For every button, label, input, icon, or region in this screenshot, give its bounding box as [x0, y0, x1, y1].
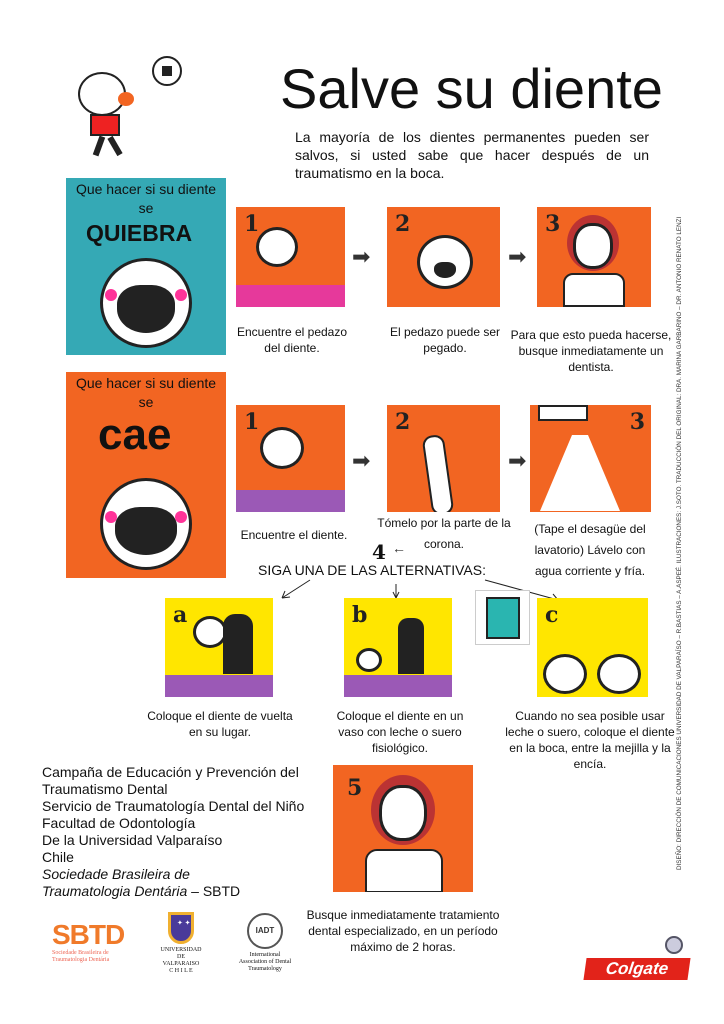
sbtd-logo: SBTD Sociedade Brasileira de Traumatologia Dentária [52, 919, 125, 963]
quiebra-step-2-image: 2 [387, 207, 500, 307]
cae-heading: cae [98, 410, 172, 459]
credits [42, 764, 304, 900]
vertical-credits: DISEÑO: DIRECCIÓN DE COMUNICACIONES UNIVERSIDAD DE VALPARAÍSO – R.BASTIAS – A.ASPEÉ. ILUSTRACIONES: J.SOTO. TRADUCCIÓN DEL ORIGINAL: DRA. MARINA GARBARINO – DR. ANTONIO RENATO LENZI [676, 216, 683, 870]
alternatives-heading: SIGA UNA DE LAS ALTERNATIVAS: [258, 562, 486, 578]
arrow-left-icon: ← [392, 540, 406, 556]
credit-line: Servicio de Traumatología Dental del Niño [42, 798, 305, 814]
cae-label: Que hacer si su diente se [75, 375, 217, 410]
quiebra-label: Que hacer si su diente se [75, 181, 217, 216]
alternative-b-caption: Coloque el diente en un vaso con leche o suero fisiológico. [336, 709, 464, 755]
intro-text: La mayoría de los dientes permanentes pueden ser salvos, si usted sabe que hacer después de un traumatismo en la boca. [295, 129, 649, 181]
alternative-b-image: b [344, 598, 452, 697]
cae-step-2-image: 2 [387, 405, 500, 512]
alternative-a-caption: Coloque el diente de vuelta en su lugar. [147, 709, 293, 739]
iadt-logo: IADT International Association of Dental Traumatology [235, 913, 295, 973]
arrow-right-icon: ➡ [508, 448, 527, 473]
step-5-caption: Busque inmediatamente tratamiento dental especializado, en un período máximo de 2 horas. [306, 908, 500, 954]
glass-of-milk-inset [475, 590, 530, 645]
credit-line: Campaña de Educación y Prevención del [42, 764, 299, 780]
alternative-c-image: c [537, 598, 648, 697]
step-5-image: 5 [333, 765, 473, 892]
page-title: Salve su diente [280, 57, 663, 120]
credit-line: Sociedade Brasileira de [42, 866, 190, 882]
soccer-ball-icon [152, 56, 182, 86]
step-4-number: 4 [372, 540, 386, 564]
quiebra-panel [66, 178, 226, 355]
credit-line: Facultad de Odontología [42, 815, 196, 831]
alternative-c-caption: Cuando no sea posible usar leche o suero, coloque el diente en la boca, entre la mejilla y la encía. [505, 709, 675, 771]
credit-line: Traumatismo Dental [42, 781, 168, 797]
quiebra-step-3-image: 3 [537, 207, 651, 307]
cae-step-1-caption: Encuentre el diente. [240, 528, 348, 542]
cae-panel [66, 372, 226, 578]
alternative-a-image: a [165, 598, 273, 697]
quiebra-step-2-caption: El pedazo puede ser pegado. [389, 325, 501, 355]
credit-line: Traumatologia Dentária – SBTD [42, 883, 241, 899]
universidad-valparaiso-logo: ✦ ✦ UNIVERSIDAD DE VALPARAISO C H I L E [150, 912, 212, 975]
quiebra-step-3-caption: Para que esto pueda hacerse, busque inmediatamente un dentista. [510, 328, 672, 374]
cae-step-3-caption: (Tape el desagüe del lavatorio) Lávelo con agua corriente y fría. [534, 522, 646, 578]
credit-line: Chile [42, 849, 74, 865]
quiebra-step-1-caption: Encuentre el pedazo del diente. [236, 325, 348, 355]
quiebra-heading: QUIEBRA [86, 220, 193, 246]
quiebra-step-1-image: 1 [236, 207, 345, 307]
colgate-logo: Colgate [583, 958, 690, 980]
cae-step-3-image: 3 [530, 405, 651, 512]
arrow-right-icon: ➡ [508, 244, 527, 269]
arrow-right-icon: ➡ [352, 244, 371, 269]
cae-step-1-image: 1 [236, 405, 345, 512]
credit-line: De la Universidad Valparaíso [42, 832, 223, 848]
globe-icon [665, 936, 683, 954]
arrow-right-icon: ➡ [352, 448, 371, 473]
kid-soccer-illustration [60, 52, 190, 162]
cae-step-2-caption: Tómelo por la parte de la corona. [377, 516, 511, 551]
